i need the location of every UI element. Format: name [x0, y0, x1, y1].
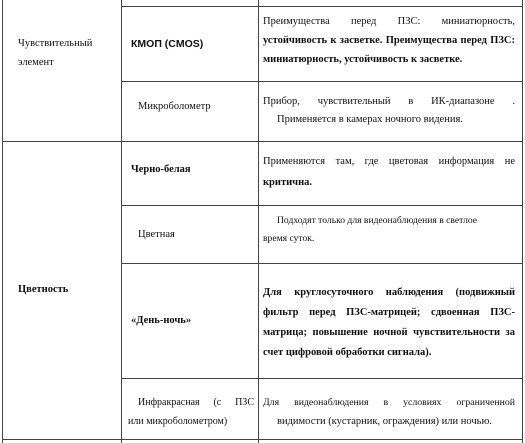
- description-text: Прибор, чувствительный в ИК-диапазоне .: [263, 96, 515, 107]
- type-cell: [128, 393, 254, 431]
- type-label: или микроболометром): [128, 416, 228, 427]
- description-text: критична.: [263, 177, 312, 188]
- category-cell: [18, 282, 114, 298]
- description-cell: [263, 283, 515, 363]
- description-text: миниатюрность, устойчивость к засветке.: [263, 54, 463, 65]
- column-divider-1: [121, 0, 122, 443]
- category-label: Цветность: [18, 284, 69, 295]
- description-text: фильтр перед ПЗС-матрицей; сдвоенная ПЗС-: [263, 307, 515, 318]
- category-label: Чувствительный элемент: [18, 38, 93, 68]
- description-cell: [263, 393, 515, 431]
- type-cell: [138, 99, 256, 115]
- type-label: Микроболометр: [138, 101, 211, 112]
- row-divider: [121, 205, 523, 206]
- table-border-right: [522, 0, 523, 443]
- description-text: видимости (кустарник, ограждения) или ночью.: [277, 416, 492, 427]
- table-border-left: [2, 0, 3, 443]
- description-text: матрица; повышение ночной чувствительности за: [263, 327, 515, 338]
- type-label: Цветная: [138, 229, 175, 240]
- type-label: «День-ночь»: [131, 315, 192, 326]
- category-cell: [18, 34, 114, 72]
- description-text: Применяется в камерах ночного видения.: [277, 114, 463, 125]
- type-cell: [138, 227, 256, 243]
- description-text: Для круглосуточного наблюдения (подвижный: [263, 287, 515, 298]
- type-cell: [131, 36, 255, 52]
- description-cell: [263, 93, 515, 129]
- description-text: Подходят только для видеонаблюдения в светлое: [277, 215, 478, 226]
- type-label: КМОП (CMOS): [131, 38, 204, 50]
- row-divider: [2, 141, 523, 142]
- description-cell: [263, 12, 515, 69]
- row-divider: [121, 6, 523, 7]
- row-divider: [121, 263, 523, 264]
- type-label: Инфракрасная (с ПЗС: [138, 397, 254, 408]
- description-cell: [263, 212, 515, 248]
- description-text: Применяются там, где цветовая информация не: [263, 156, 515, 167]
- table-border-bottom: [2, 439, 523, 440]
- description-text: время суток.: [263, 233, 315, 244]
- description-text: счет цифровой обработки сигнала).: [263, 347, 432, 358]
- description-text: Для видеонаблюдения в условиях ограниченной: [263, 397, 515, 408]
- description-text: Преимущества перед ПЗС: миниатюрность,: [263, 16, 515, 27]
- type-cell: [131, 162, 255, 178]
- description-text: устойчивость к засветке. Преимущества перед ПЗС:: [263, 35, 515, 46]
- column-divider-2: [258, 0, 259, 443]
- row-divider: [121, 378, 523, 379]
- type-label: Черно-белая: [131, 164, 191, 175]
- row-divider: [121, 81, 523, 82]
- description-cell: [263, 151, 515, 193]
- type-cell: [131, 313, 255, 329]
